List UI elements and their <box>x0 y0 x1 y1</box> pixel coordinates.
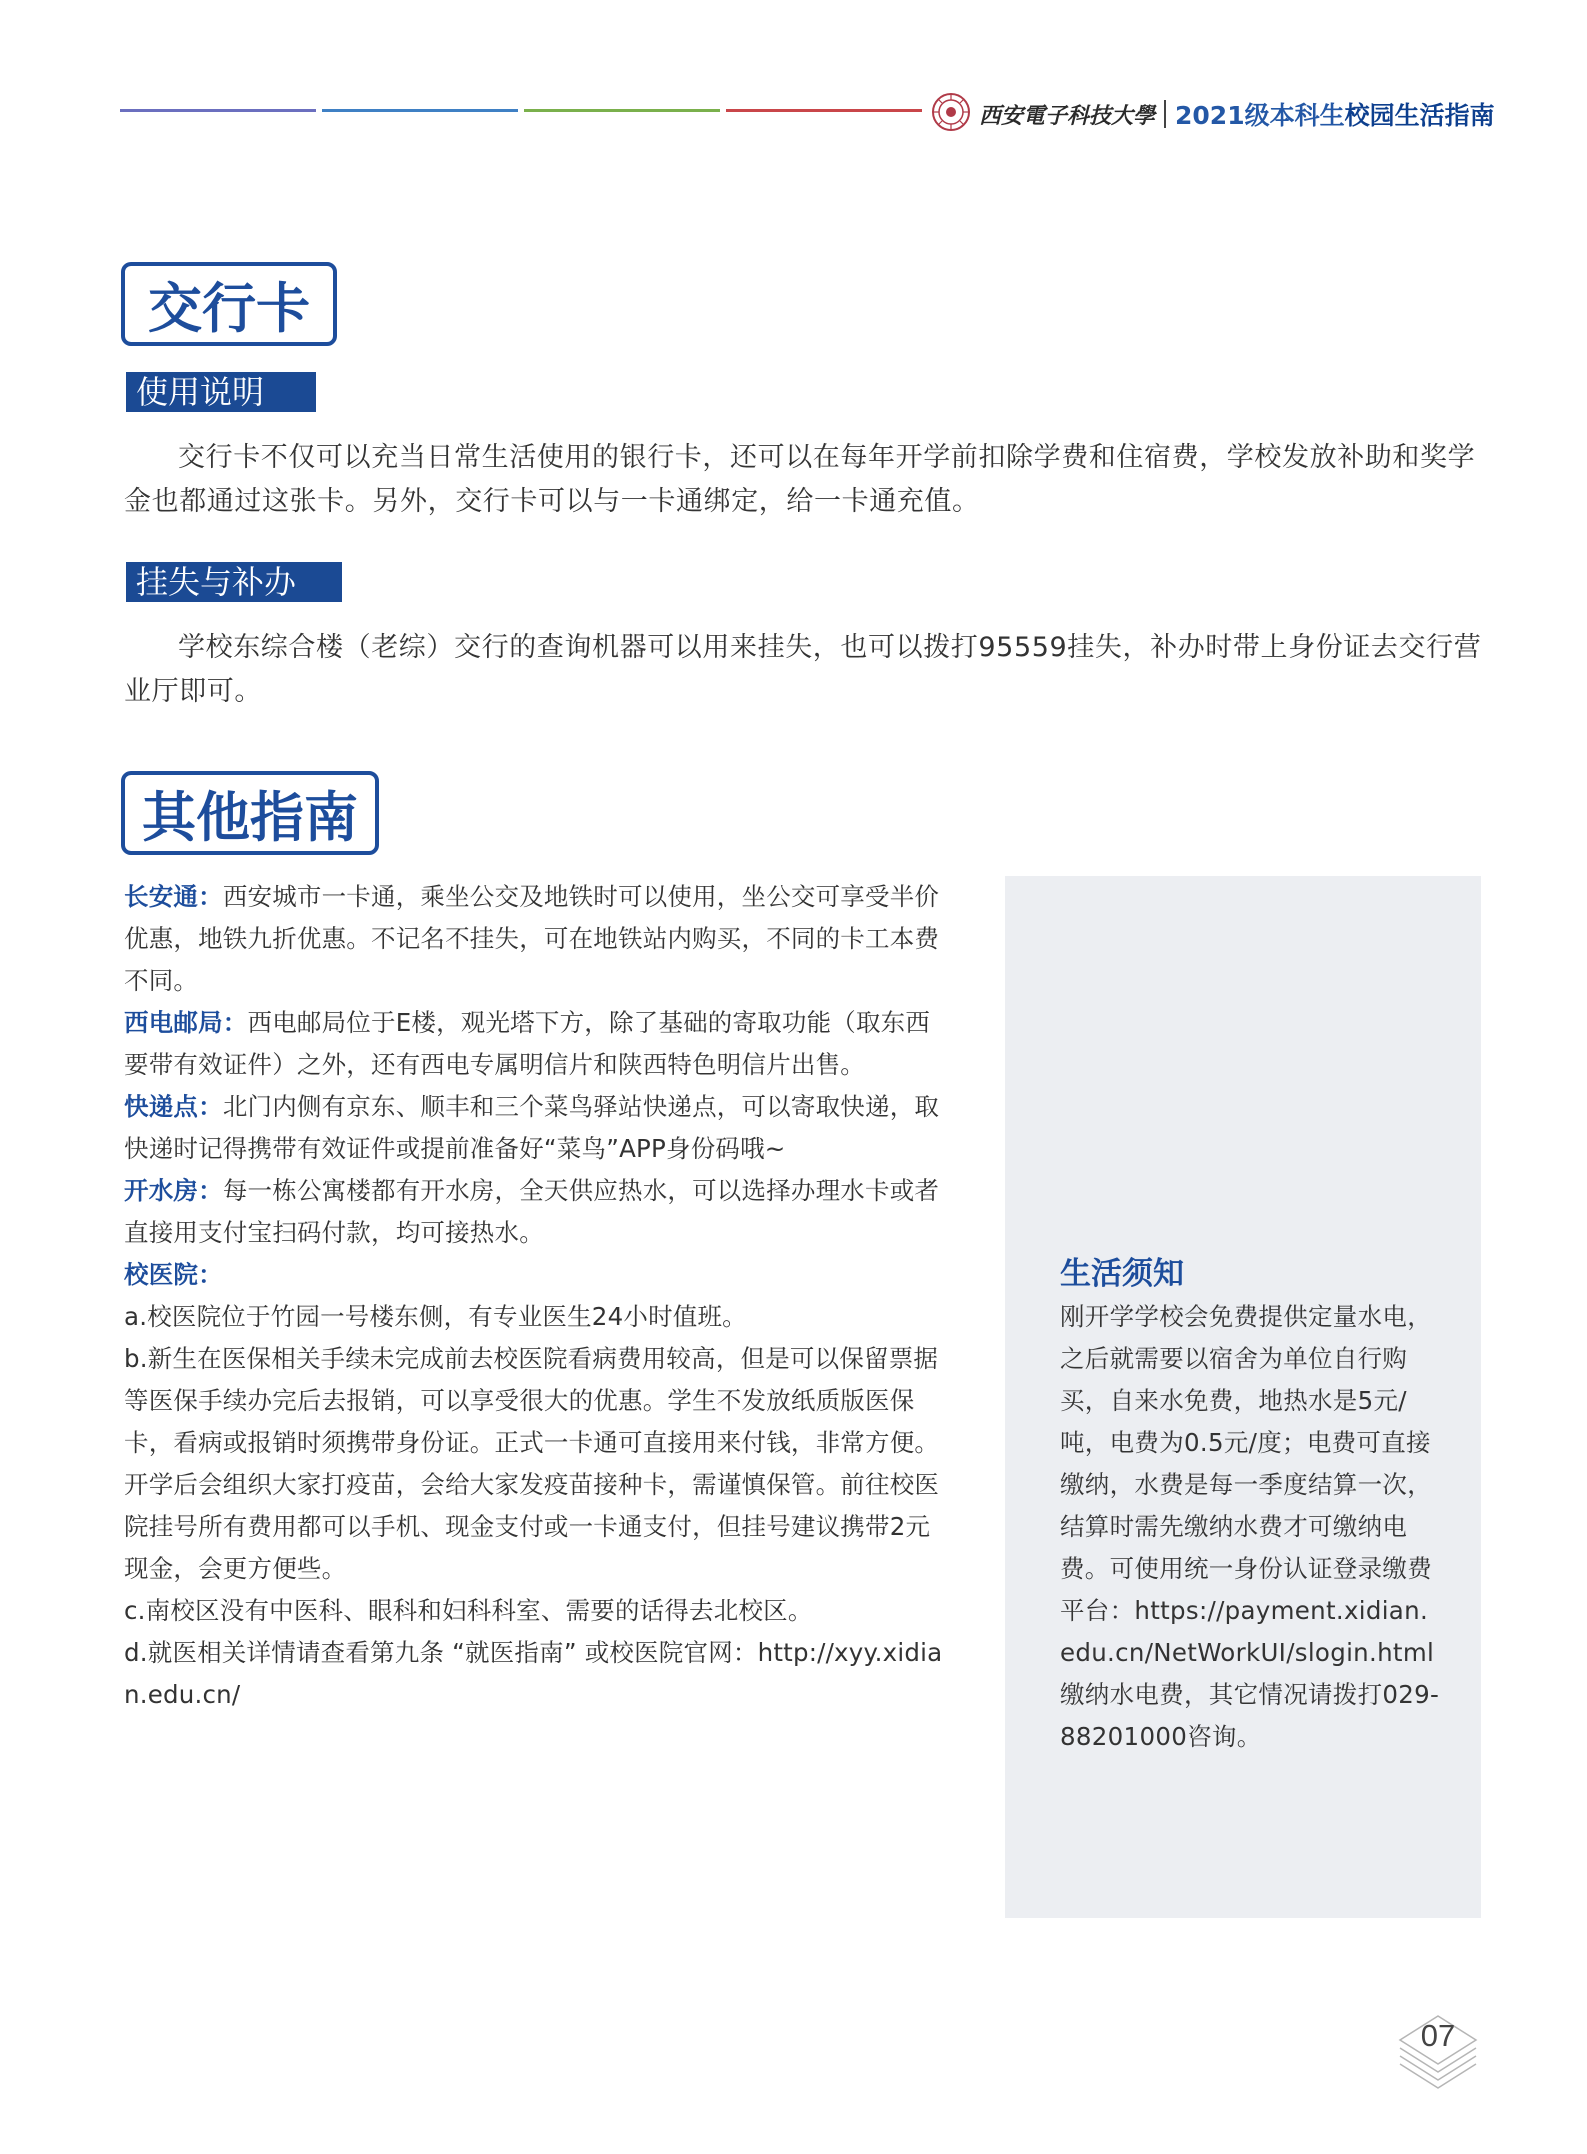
usage-paragraph: 交行卡不仅可以充当日常生活使用的银行卡，还可以在每年开学前扣除学费和住宿费，学校发放补助和奖学金也都通过这张卡。另外，交行卡可以与一卡通绑定，给一卡通充值。 <box>124 442 1476 517</box>
section-title-jiaohang: 交行卡 <box>121 262 337 346</box>
guide-item-changantong: 长安通：西安城市一卡通，乘坐公交及地铁时可以使用，坐公交可享受半价优惠，地铁九折优惠。不记名不挂失，可在地铁站内购买，不同的卡工本费不同。 <box>124 882 940 995</box>
guide-year: 2021级本科生 <box>1175 101 1345 130</box>
guide-item-post-office: 西电邮局：西电邮局位于E楼，观光塔下方，除了基础的寄取功能（取东西要带有效证件）之外，还有西电专属明信片和陕西特色明信片出售。 <box>124 1008 931 1079</box>
subheading-loss: 挂失与补办 <box>126 562 342 602</box>
other-guide-list <box>124 876 944 1716</box>
header-line-red <box>726 109 922 112</box>
page-number: 07 <box>1420 2018 1456 2053</box>
guide-item-hot-water: 开水房：每一栋公寓楼都有开水房，全天供应热水，可以选择办理水卡或者直接用支付宝扫码付款，均可接热水。 <box>124 1176 940 1247</box>
hospital-line-b: b.新生在医保相关手续未完成前去校医院看病费用较高，但是可以保留票据等医保手续办完后去报销，可以享受很大的优惠。学生不发放纸质版医保卡，看病或报销时须携带身份证。正式一卡通可直接用来付钱，非常方便。开学后会组织大家打疫苗，会给大家发疫苗接种卡，需谨慎保管。前往校医院挂号所有费用都可以手机、现金支付或一卡通支付，但挂号建议携带2元现金，会更方便些。 <box>124 1344 940 1583</box>
section-title-other: 其他指南 <box>121 771 379 855</box>
hospital-line-c: c.南校区没有中医科、眼科和妇科科室、需要的话得去北校区。 <box>124 1596 813 1625</box>
header-title <box>979 96 1495 132</box>
hospital-line-a: a.校医院位于竹园一号楼东侧，有专业医生24小时值班。 <box>124 1302 747 1331</box>
header-line-purple <box>120 109 316 112</box>
life-notes-title: 生活须知 <box>1060 1256 1184 1292</box>
loss-paragraph: 学校东综合楼（老综）交行的查询机器可以用来挂失，也可以拨打95559挂失，补办时带上身份证去交行营业厅即可。 <box>124 632 1482 707</box>
guide-item-express: 快递点：北门内侧有京东、顺丰和三个菜鸟驿站快递点，可以寄取快递，取快递时记得携带有效证件或提前准备好“菜鸟”APP身份码哦~ <box>124 1092 940 1163</box>
header-line-green <box>524 109 720 112</box>
university-name: 西安電子科技大學 <box>979 102 1156 129</box>
header-line-blue <box>322 109 518 112</box>
header-separator <box>1164 100 1166 128</box>
life-notes-text: 刚开学学校会免费提供定量水电，之后就需要以宿舍为单位自行购买，自来水免费，地热水是5元/吨，电费为0.5元/度；电费可直接缴纳，水费是每一季度结算一次，结算时需先缴纳水费才可缴纳电费。可使用统一身份认证登录缴费平台：https://payment.xidian.edu.cn/NetWorkUI/slogin.html 缴纳水电费，其它情况请拨打029-88201000咨询。 <box>1060 1302 1440 1751</box>
guide-item-hospital-heading: 校医院： <box>124 1260 223 1289</box>
university-seal-icon <box>931 92 971 132</box>
guide-title: 校园生活指南 <box>1344 101 1495 130</box>
subheading-usage: 使用说明 <box>126 372 316 412</box>
hospital-line-d: d.就医相关详情请查看第九条 “就医指南” 或校医院官网：http://xyy.xidian.edu.cn/ <box>124 1638 943 1709</box>
